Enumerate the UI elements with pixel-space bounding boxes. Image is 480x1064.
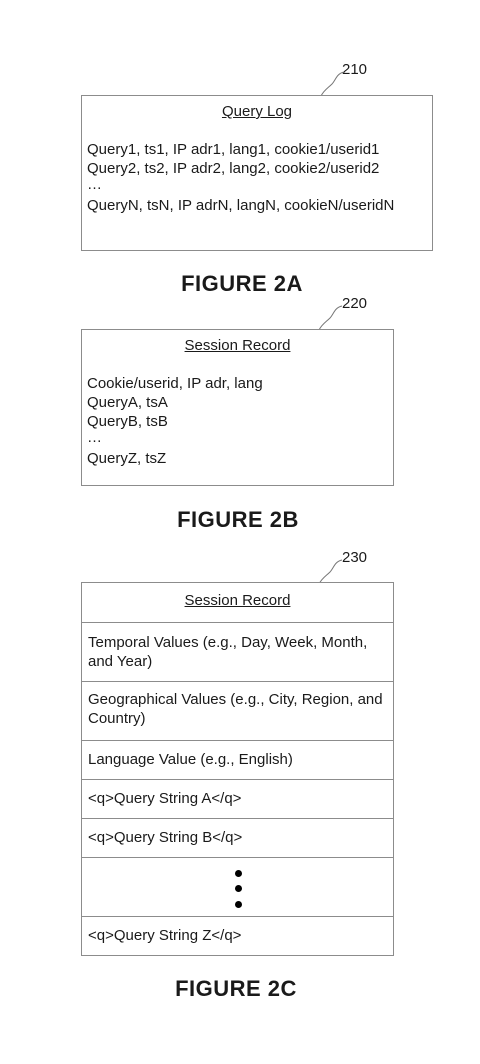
- table-row-query-z: [82, 917, 393, 955]
- query-log-ellipsis: …: [87, 176, 102, 193]
- geographical-values-text: Geographical Values (e.g., City, Region, and Country): [88, 691, 383, 727]
- figure-2c-caption: FIGURE 2C: [175, 976, 297, 1001]
- ellipsis-dot: [235, 885, 242, 892]
- session-record-entries: [87, 374, 389, 468]
- leader-line-220: [314, 304, 346, 332]
- session-record-line: QueryA, tsA: [87, 394, 168, 411]
- ellipsis-dot: [235, 870, 242, 877]
- session-record-line: QueryZ, tsZ: [87, 450, 167, 467]
- table-row-temporal: [82, 623, 393, 682]
- session-record-line: Cookie/userid, IP adr, lang: [87, 375, 263, 392]
- reference-number-220: 220: [342, 295, 368, 312]
- table-row-geographical: [82, 682, 393, 741]
- figure-2b-caption: FIGURE 2B: [177, 507, 299, 532]
- session-record-table-title: Session Record: [184, 592, 291, 609]
- query-log-box: [81, 95, 433, 251]
- reference-number-210: 210: [342, 61, 368, 78]
- session-record-box: [81, 329, 394, 486]
- session-record-table-header: [82, 583, 393, 623]
- session-record-title: Session Record: [184, 337, 291, 354]
- reference-number-230: 230: [342, 549, 368, 566]
- table-row-query-b: [82, 819, 393, 858]
- temporal-values-text: Temporal Values (e.g., Day, Week, Month, and Year): [88, 634, 368, 670]
- query-log-line: Query2, ts2, IP adr2, lang2, cookie2/userid2: [87, 160, 380, 177]
- query-string-a-text: <q>Query String A</q>: [88, 790, 242, 807]
- session-record-ellipsis: …: [87, 429, 102, 446]
- table-row-query-a: [82, 780, 393, 819]
- leader-line-210: [318, 70, 348, 98]
- table-row-language: [82, 741, 393, 780]
- query-string-z-text: <q>Query String Z</q>: [88, 927, 242, 944]
- query-log-line: Query1, ts1, IP adr1, lang1, cookie1/userid1: [87, 141, 380, 158]
- session-record-line: QueryB, tsB: [87, 413, 168, 430]
- session-record-table: [81, 582, 394, 956]
- query-string-b-text: <q>Query String B</q>: [88, 829, 243, 846]
- query-log-title: Query Log: [221, 103, 293, 120]
- query-log-entries: [87, 140, 428, 215]
- figure-2a-caption: FIGURE 2A: [181, 271, 303, 296]
- language-value-text: Language Value (e.g., English): [88, 751, 293, 768]
- query-log-line: QueryN, tsN, IP adrN, langN, cookieN/useridN: [87, 197, 395, 214]
- table-row-ellipsis: [82, 858, 393, 917]
- ellipsis-dot: [235, 901, 242, 908]
